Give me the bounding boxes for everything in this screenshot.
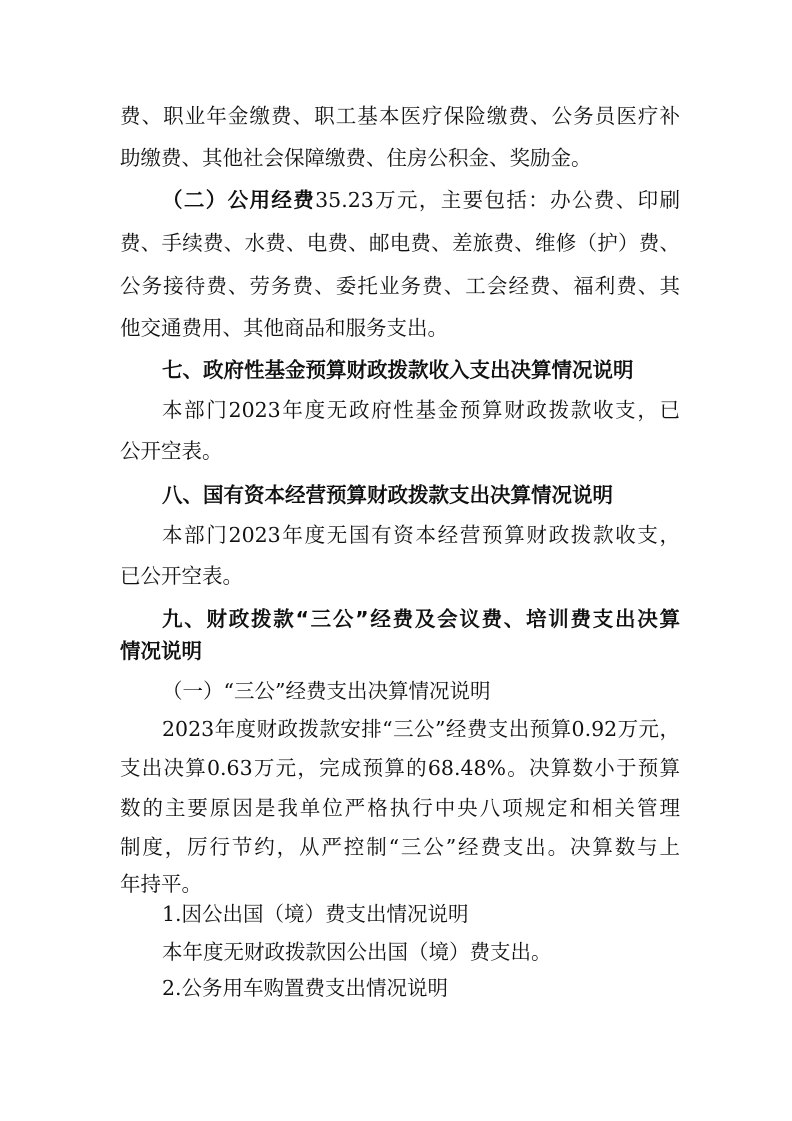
paragraph-line: 数的主要原因是我单位严格执行中央八项规定和相关管理 bbox=[120, 796, 680, 820]
section-heading: 七、政府性基金预算财政拨款收入支出决算情况说明 bbox=[162, 358, 634, 382]
paragraph-line: 年持平。 bbox=[120, 872, 202, 896]
paragraph-line: 本部门2023年度无国有资本经营预算财政拨款收支， bbox=[162, 523, 680, 547]
section-heading: 八、国有资本经营预算财政拨款支出决算情况说明 bbox=[162, 483, 613, 507]
paragraph-line: 2023年度财政拨款安排“三公”经费支出预算0.92万元， bbox=[162, 717, 680, 741]
paragraph-line: 本年度无财政拨款因公出国（境）费支出。 bbox=[162, 940, 552, 964]
item-heading: 1.因公出国（境）费支出情况说明 bbox=[162, 902, 469, 926]
paragraph-line: 制度，厉行节约，从严控制“三公”经费支出。决算数与上 bbox=[120, 835, 680, 859]
paragraph-line: 公务接待费、劳务费、委托业务费、工会经费、福利费、其 bbox=[120, 274, 680, 298]
paragraph-line: 支出决算0.63万元，完成预算的68.48%。决算数小于预算 bbox=[120, 756, 680, 780]
paragraph-line bbox=[162, 184, 680, 216]
paragraph-line: 助缴费、其他社会保障缴费、住房公积金、奖励金。 bbox=[120, 146, 592, 170]
paragraph-line: 本部门2023年度无政府性基金预算财政拨款收支，已 bbox=[162, 398, 680, 422]
subsection-heading: （二）公用经费 bbox=[162, 188, 316, 212]
paragraph-line: 公开空表。 bbox=[120, 439, 223, 463]
section-heading-cont: 情况说明 bbox=[120, 639, 202, 663]
paragraph-line: 费、职业年金缴费、职工基本医疗保险缴费、公务员医疗补 bbox=[120, 104, 680, 128]
section-heading: 九、财政拨款“三公”经费及会议费、培训费支出决算 bbox=[162, 607, 680, 631]
paragraph-line: 他交通费用、其他商品和服务支出。 bbox=[120, 316, 448, 340]
subsection-heading: （一）“三公”经费支出决算情况说明 bbox=[162, 679, 491, 703]
paragraph-text: 35.23万元，主要包括：办公费、印刷 bbox=[315, 188, 681, 212]
paragraph-line: 已公开空表。 bbox=[120, 564, 243, 588]
paragraph-line: 费、手续费、水费、电费、邮电费、差旅费、维修（护）费、 bbox=[120, 231, 680, 255]
item-heading: 2.公务用车购置费支出情况说明 bbox=[162, 976, 449, 1000]
